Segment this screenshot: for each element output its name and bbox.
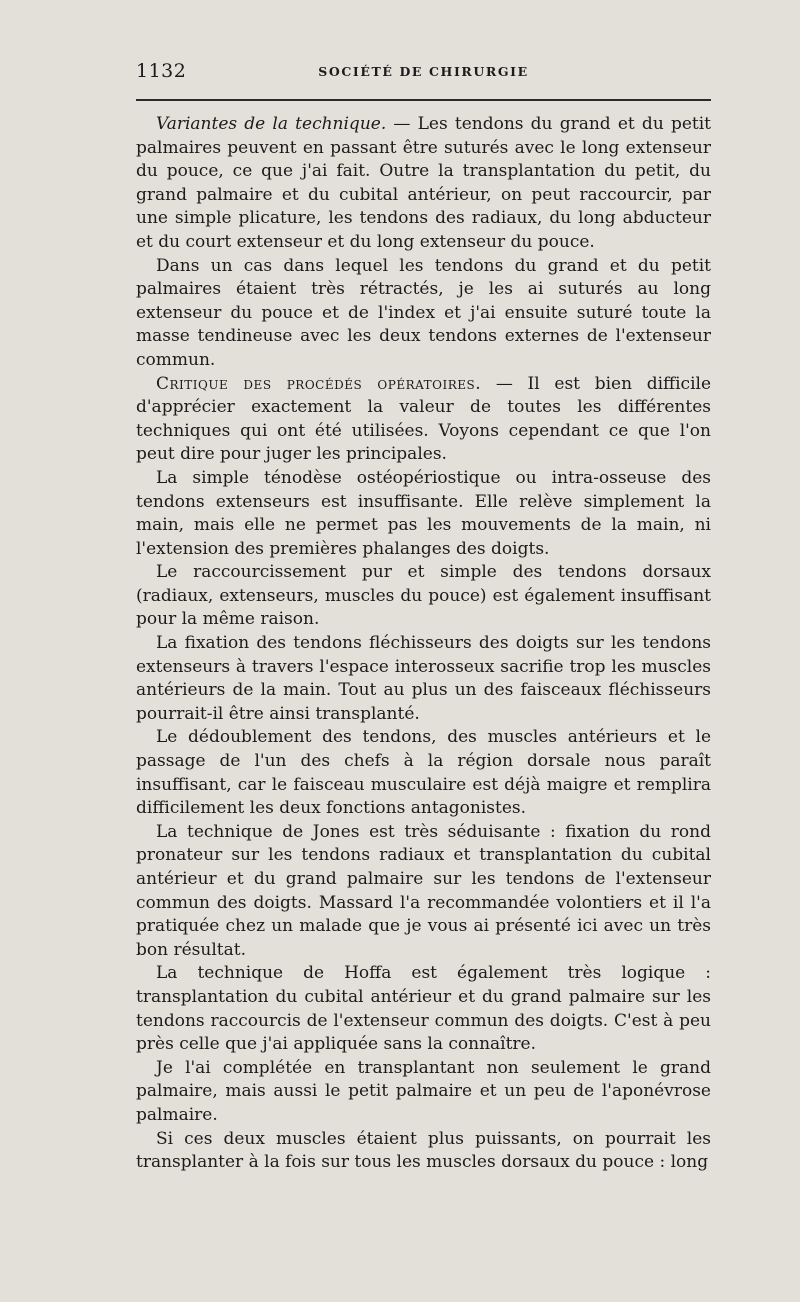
paragraph-text: Le dédoublement des tendons, des muscles antérieurs et le passage de l'un des chefs à la région dorsale nous paraît insuffisant, car le faisceau musculaire est déjà maigre et remplira difficilement les deux fonctions antagonistes.: [136, 727, 711, 819]
paragraph: [136, 561, 711, 632]
paragraph-text: — Il est bien difficile d'apprécier exactement la valeur de toutes les différentes techniques qui ont été utilisées. Voyons cependant ce que l'on peut dire pour juger les principales.: [136, 373, 712, 465]
running-title: SOCIÉTÉ DE CHIRURGIE: [318, 64, 529, 79]
paragraph-text: — Les tendons du grand et du petit palmaires peuvent en passant être suturés avec le long extenseur du pouce, ce que j'ai fait. Outre la transplantation du petit, du grand palmaire et du cubital antérieur, on peut raccourcir, par une simple plicature, les tendons des radiaux, du long abducteur et du court extenseur et du long extenseur du pouce.: [136, 114, 711, 252]
paragraph-text: Le raccourcissement pur et simple des tendons dorsaux (radiaux, extenseurs, muscles du pouce) est également insuffisant pour la même raison.: [136, 562, 711, 630]
paragraph-text: Dans un cas dans lequel les tendons du grand et du petit palmaires étaient très rétractés, je les ai suturés au long extenseur du pouce et de l'index et j'ai ensuite suturé toute la masse tendineuse avec les deux tendons externes de l'extenseur commun.: [136, 255, 711, 370]
paragraph: [136, 255, 711, 373]
paragraph-text: Si ces deux muscles étaient plus puissants, on pourrait les transplanter à la fois sur tous les muscles dorsaux du pouce : long: [136, 1128, 711, 1173]
paragraph: [136, 632, 711, 726]
paragraph: [136, 1128, 711, 1175]
paragraph-text: La technique de Hoffa est également très logique : transplantation du cubital antérieur et du grand palmaire sur les tendons raccourcis de l'extenseur commun des doigts. C'est à peu près celle que j'ai appliquée sans la connaître.: [136, 963, 711, 1055]
page-header: [136, 58, 711, 86]
header-rule: [136, 99, 711, 101]
paragraph: [136, 726, 711, 820]
paragraph: [136, 962, 711, 1056]
page-number: 1132: [136, 60, 187, 82]
paragraph-lead-in: Variantes de la technique.: [156, 114, 387, 134]
paragraph-text: La simple ténodèse ostéopériostique ou intra-osseuse des tendons extenseurs est insuffisante. Elle relève simplement la main, mais elle ne permet pas les mouvements de la main, ni l'extension des premières phalanges des doigts.: [136, 467, 711, 559]
paragraph: [136, 467, 711, 561]
paragraph-text: La fixation des tendons fléchisseurs des doigts sur les tendons extenseurs à travers l'espace interosseux sacrifie trop les muscles antérieurs de la main. Tout au plus un des faisceaux fléchisseurs pourrait-il être ainsi transplanté.: [136, 633, 711, 724]
paragraph: [136, 821, 711, 963]
paragraph-lead-in: Critique des procédés opératoires.: [156, 373, 482, 394]
paragraph-text: Je l'ai complétée en transplantant non seulement le grand palmaire, mais aussi le petit palmaire et un peu de l'aponévrose palmaire.: [136, 1057, 711, 1125]
paragraph: [136, 1057, 711, 1128]
paragraph-critique: [136, 373, 711, 467]
body-text: [136, 113, 711, 1175]
paragraph-variantes: [136, 113, 711, 255]
paragraph-text: La technique de Jones est très séduisante : fixation du rond pronateur sur les tendons radiaux et transplantation du cubital antérieur et du grand palmaire sur les tendons de l'extenseur commun des doigts. Massard l'a recommandée volontiers et il l'a pratiquée chez un malade que je vous ai présenté ici avec un très bon résultat.: [136, 821, 711, 960]
